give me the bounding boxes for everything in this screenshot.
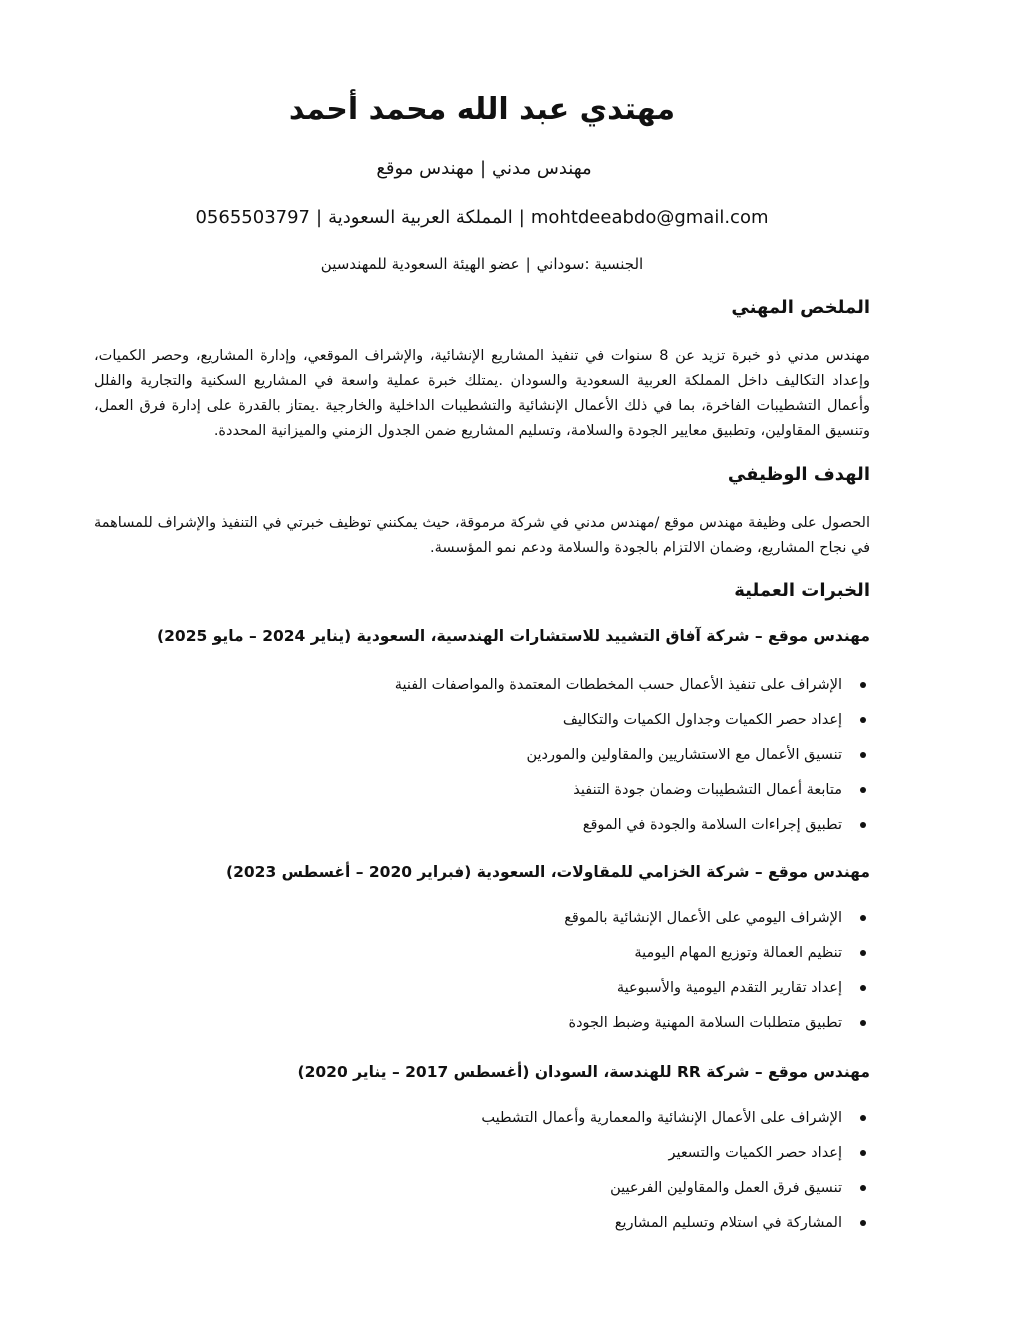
bullet-icon xyxy=(860,1185,866,1191)
job-title-3: مهندس موقع – شركة RR للهندسة، السودان (أغسطس 2017 – يناير 2020) xyxy=(297,1063,870,1081)
nationality-membership-line xyxy=(0,255,964,273)
list-item: المشاركة في استلام وتسليم المشاريع xyxy=(481,1213,870,1248)
list-item: تنسيق الأعمال مع الاستشاريين والمقاولين والموردين xyxy=(395,745,870,780)
list-item: تنظيم العمالة وتوزيع المهام اليومية xyxy=(564,943,870,978)
bullet-icon xyxy=(860,1020,866,1026)
job-3-duties xyxy=(481,1108,870,1248)
candidate-name: مهتدي عبد الله محمد أحمد xyxy=(288,92,676,127)
list-item: الإشراف على تنفيذ الأعمال حسب المخططات المعتمدة والمواصفات الفنية xyxy=(395,675,870,710)
list-item: إعداد تقارير التقدم اليومية والأسبوعية xyxy=(564,978,870,1013)
email-address[interactable]: mohtdeeabdo@gmail.com xyxy=(530,207,769,228)
separator: | xyxy=(518,207,525,228)
bullet-icon xyxy=(860,950,866,956)
job-title-2: مهندس موقع – شركة الخزامي للمقاولات، السعودية (فبراير 2020 – أغسطس 2023) xyxy=(226,863,870,881)
bullet-icon xyxy=(860,915,866,921)
job-titles-line xyxy=(0,158,968,179)
bullet-icon xyxy=(860,682,866,688)
bullet-icon xyxy=(860,787,866,793)
separator: | xyxy=(316,207,323,228)
bullet-icon xyxy=(860,717,866,723)
list-item: تطبيق متطلبات السلامة المهنية وضبط الجودة xyxy=(564,1013,870,1048)
list-item: إعداد حصر الكميات وجداول الكميات والتكاليف xyxy=(395,710,870,745)
objective-text: الحصول على وظيفة مهندس موقع /مهندس مدني في شركة مرموقة، حيث يمكنني توظيف خبرتي في التنفيذ والإشراف للمساهمة في نجاح المشاريع، وضمان الالتزام بالجودة والسلامة ودعم نمو المؤسسة. xyxy=(94,515,870,556)
bullet-icon xyxy=(860,985,866,991)
title-primary: مهندس مدني xyxy=(492,158,592,179)
phone-number[interactable]: 0565503797 xyxy=(195,207,311,228)
nationality: الجنسية :سوداني xyxy=(536,255,644,273)
experience-heading: الخبرات العملية xyxy=(734,580,870,601)
job-1-duties xyxy=(395,675,870,850)
objective-heading: الهدف الوظيفي xyxy=(727,464,870,485)
job-title-1: مهندس موقع – شركة آفاق التشييد للاستشارات الهندسية، السعودية (يناير 2024 – مايو 2025) xyxy=(157,627,870,645)
list-item: تنسيق فرق العمل والمقاولين الفرعيين xyxy=(481,1178,870,1213)
bullet-icon xyxy=(860,1150,866,1156)
bullet-icon xyxy=(860,1115,866,1121)
bullet-icon xyxy=(860,822,866,828)
summary-heading: الملخص المهني xyxy=(731,297,870,318)
list-item: إعداد حصر الكميات والتسعير xyxy=(481,1143,870,1178)
list-item: متابعة أعمال التشطيبات وضمان جودة التنفيذ xyxy=(395,780,870,815)
list-item: الإشراف على الأعمال الإنشائية والمعمارية وأعمال التشطيب xyxy=(481,1108,870,1143)
membership: عضو الهيئة السعودية للمهندسين xyxy=(320,255,520,273)
summary-text: مهندس مدني ذو خبرة تزيد عن 8 سنوات في تنفيذ المشاريع الإنشائية، والإشراف الموقعي، وإدارة المشاريع، وحصر الكميات، وإعداد التكاليف داخل المملكة العربية السعودية والسودان .يمتلك خبرة عملية واسعة في المشاريع السكنية والتجارية والفلل وأعمال التشطيبات الفاخرة، بما في ذلك الأعمال الإنشائية والتشطيبات الداخلية والخارجية .يمتاز بالقدرة على إدارة فرق العمل، وتنسيق المقاولين، وتطبيق معايير الجودة والسلامة، وتسليم المشاريع ضمن الجدول الزمني والميزانية المحددة. xyxy=(94,348,871,439)
contact-line xyxy=(0,207,964,228)
title-secondary: مهندس موقع xyxy=(376,158,474,179)
list-item: تطبيق إجراءات السلامة والجودة في الموقع xyxy=(395,815,870,850)
location: المملكة العربية السعودية xyxy=(328,207,513,228)
bullet-icon xyxy=(860,752,866,758)
job-2-duties xyxy=(564,908,870,1048)
separator: | xyxy=(479,158,487,179)
list-item: الإشراف اليومي على الأعمال الإنشائية بالموقع xyxy=(564,908,870,943)
bullet-icon xyxy=(860,1220,866,1226)
separator: | xyxy=(525,255,531,273)
